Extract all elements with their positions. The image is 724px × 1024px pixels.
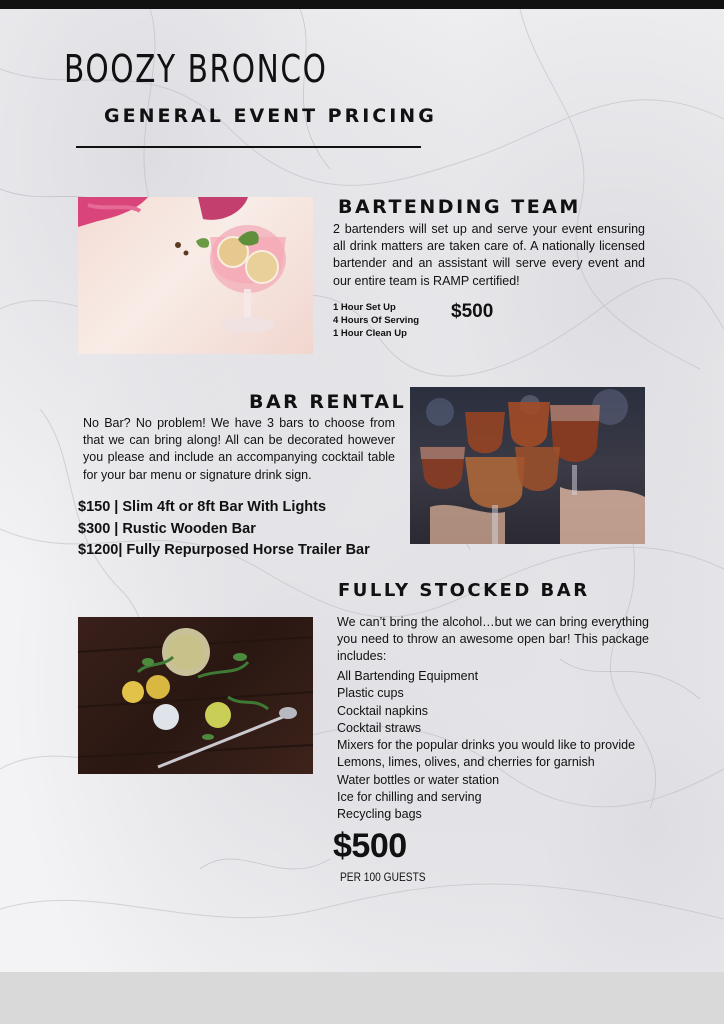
title-divider [76,146,421,148]
list-item: Lemons, limes, olives, and cherries for garnish [337,755,595,770]
bartending-price: $500 [451,301,494,322]
stocked-bar-title: FULLY STOCKED BAR [338,580,590,601]
list-item: Ice for chilling and serving [337,790,482,805]
rental-option: $150 | Slim 4ft or 8ft Bar With Lights [78,499,327,515]
page-subtitle: GENERAL EVENT PRICING [104,105,437,127]
detail-line: 1 Hour Set Up [333,302,396,313]
rental-option: $1200| Fully Repurposed Horse Trailer Bar [78,542,370,558]
list-item: Mixers for the popular drinks you would like to provide [337,738,636,753]
bottom-margin [0,972,724,1024]
bartending-title: BARTENDING TEAM [338,196,581,218]
brand-title: BOOZY BRONCO [64,47,328,91]
stocked-bar-items [337,668,635,824]
bar-rental-description: No Bar? No problem! We have 3 bars to choose from that we can bring along! All can be decorated however you please and include an accompanying cocktail table for your bar menu or signature drink sign. [83,416,395,482]
list-item: Recycling bags [337,807,422,822]
list-item: Cocktail napkins [337,703,429,718]
toasting-glasses-photo [410,387,645,544]
bartending-description: 2 bartenders will set up and serve your event ensuring all drink matters are taken care of. A nationally licensed bartender and an assistant will serve every event and our entire team is RAMP certified! [333,222,645,288]
list-item: Water bottles or water station [337,772,500,787]
bar-rental-title: BAR RENTAL [249,391,407,413]
document-page [0,9,724,972]
detail-line: 4 Hours Of Serving [333,315,420,326]
stocked-bar-description: We can’t bring the alcohol…but we can bring everything you need to throw an awesome open bar! This package includes: [337,615,649,664]
stocked-bar-price: $500 [333,827,407,865]
bartending-details [333,301,443,340]
detail-line: 1 Hour Clean Up [333,328,407,339]
pink-cocktail-photo [78,197,313,354]
list-item: Cocktail straws [337,720,422,735]
bar-rental-options [78,497,370,562]
cocktail-table-photo [78,617,313,774]
list-item: Plastic cups [337,686,404,701]
stocked-bar-price-note: PER 100 GUESTS [340,870,426,884]
top-border [0,0,724,9]
list-item: All Bartending Equipment [337,669,479,683]
rental-option: $300 | Rustic Wooden Bar [78,520,256,537]
